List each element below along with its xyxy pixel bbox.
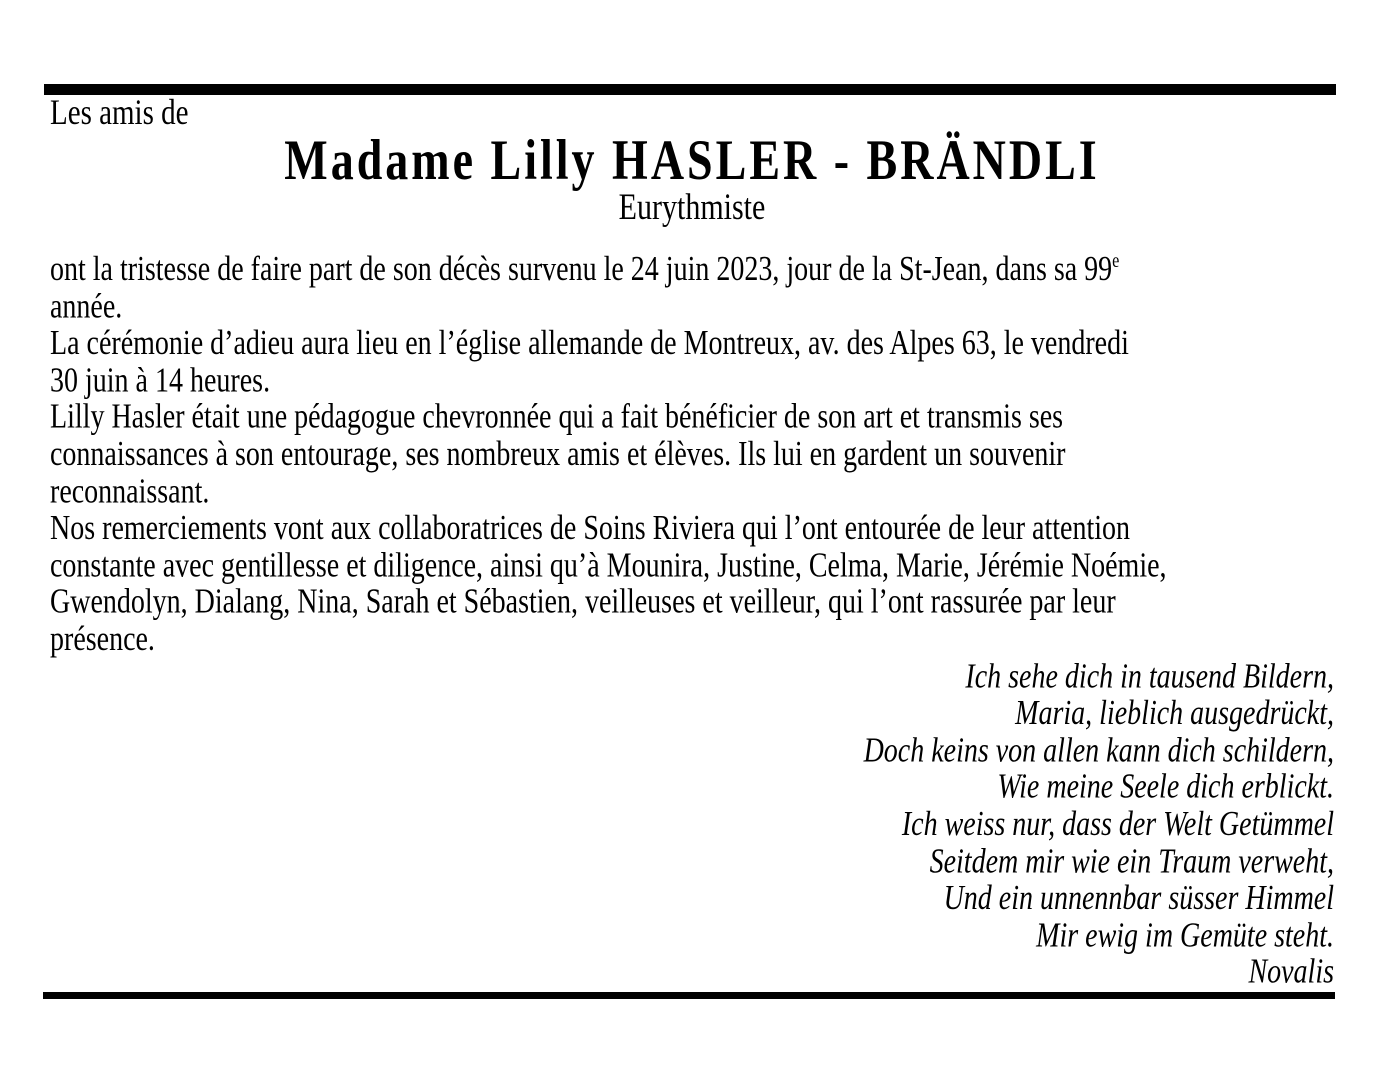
paragraph-ceremony-line2: 30 juin à 14 heures. [50, 360, 271, 400]
poem-line: Seitdem mir wie ein Traum verweht, [929, 841, 1334, 881]
paragraph-ceremony-line1: La cérémonie d’adieu aura lieu en l’église allemande de Montreux, av. des Alpes 63, le vendredi [50, 323, 1129, 363]
poem-line: Ich sehe dich in tausend Bildern, [965, 656, 1334, 696]
deceased-name-title: Madame Lilly HASLER - BRÄNDLI [284, 127, 1100, 192]
poem-line: Maria, lieblich ausgedrückt, [1015, 693, 1334, 733]
poem-line: Und ein unnennbar süsser Himmel [943, 878, 1334, 918]
profession-subtitle: Eurythmiste [618, 186, 766, 228]
paragraph-tribute-line2: connaissances à son entourage, ses nombreux amis et élèves. Ils lui en gardent un souvenir [50, 434, 1066, 474]
poem-line: Doch keins von allen kann dich schildern, [863, 730, 1334, 770]
bottom-rule [43, 992, 1335, 999]
paragraph-tribute-line3: reconnaissant. [50, 471, 210, 511]
notice-body [50, 251, 1334, 658]
memorial-poem [50, 658, 1334, 991]
intro-line: Les amis de [50, 92, 189, 133]
paragraph-thanks-line1: Nos remerciements vont aux collaboratrices de Soins Riviera qui l’ont entourée de leur attention [50, 508, 1130, 548]
poem-line: Ich weiss nur, dass der Welt Getümmel [901, 804, 1334, 844]
paragraph-thanks-line3: Gwendolyn, Dialang, Nina, Sarah et Sébastien, veilleuses et veilleur, qui l’ont rassurée par leur [50, 582, 1116, 622]
paragraph-tribute-line1: Lilly Hasler était une pédagogue chevronnée qui a fait bénéficier de son art et transmis ses [50, 397, 1064, 437]
paragraph-death-announcement-line2: année. [50, 286, 123, 326]
poem-line: Mir ewig im Gemüte steht. [1036, 915, 1334, 955]
poem-attribution: Novalis [1248, 952, 1334, 992]
death-announcement-text: ont la tristesse de faire part de son décès survenu le 24 juin 2023, jour de la St-Jean, dans sa 99 [50, 250, 1113, 289]
ordinal-superscript: e [1112, 249, 1120, 273]
paragraph-thanks-line2: constante avec gentillesse et diligence, ainsi qu’à Mounira, Justine, Celma, Marie, Jérémie Noémie, [50, 545, 1167, 585]
paragraph-death-announcement-line1 [50, 251, 1334, 288]
poem-line: Wie meine Seele dich erblickt. [997, 767, 1334, 807]
paragraph-thanks-line4: présence. [50, 619, 155, 659]
